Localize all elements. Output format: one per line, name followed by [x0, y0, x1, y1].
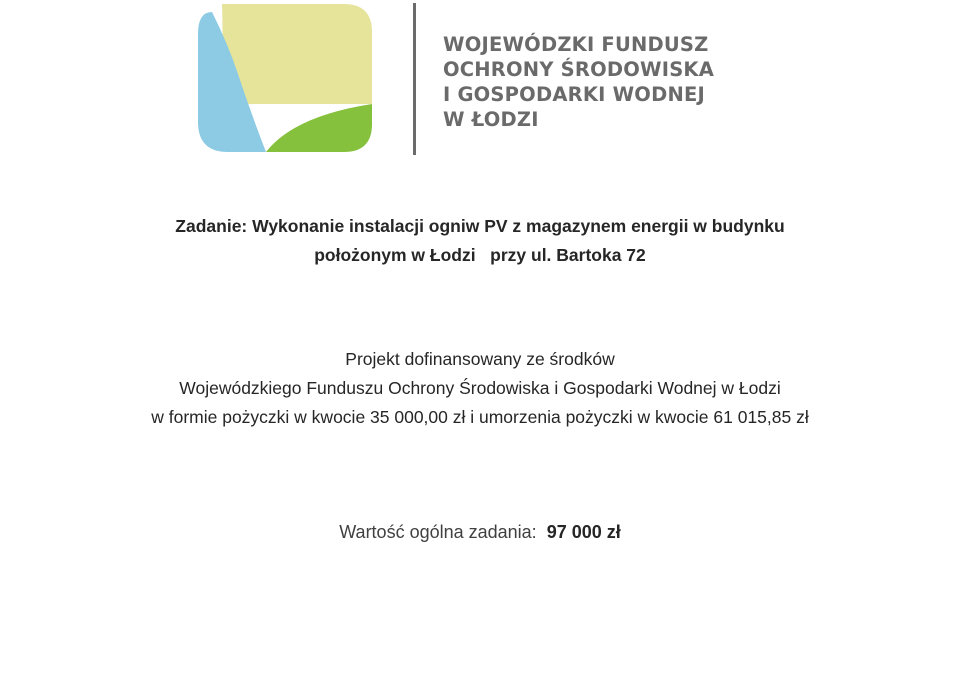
task-heading-line-1: Zadanie: Wykonanie instalacji ogniw PV z magazynem energii w budynku	[175, 216, 785, 236]
funding-line-3: w formie pożyczki w kwocie 35 000,00 zł i umorzenia pożyczki w kwocie 61 015,85 zł	[151, 407, 809, 427]
total-value-label: Wartość ogólna zadania:	[339, 522, 547, 542]
logo-text	[443, 32, 714, 132]
funding-line-1: Projekt dofinansowany ze środków	[345, 349, 615, 369]
total-value	[0, 518, 960, 547]
logo-text-line-1: WOJEWÓDZKI FUNDUSZ	[443, 33, 709, 56]
logo-text-line-3: I GOSPODARKI WODNEJ	[443, 83, 705, 106]
funding-info	[0, 345, 960, 432]
funding-line-2: Wojewódzkiego Funduszu Ochrony Środowiska i Gospodarki Wodnej w Łodzi	[179, 378, 781, 398]
logo-green-shape	[266, 104, 372, 152]
total-value-amount: 97 000 zł	[546, 522, 621, 542]
task-heading	[0, 212, 960, 270]
task-heading-line-2: położonym w Łodzi przy ul. Bartoka 72	[314, 245, 646, 265]
logo-divider	[413, 3, 416, 155]
logo-text-line-4: W ŁODZI	[443, 108, 539, 131]
wfosigw-logo-mark-icon	[198, 4, 372, 152]
logo-text-line-2: OCHRONY ŚRODOWISKA	[443, 58, 715, 81]
